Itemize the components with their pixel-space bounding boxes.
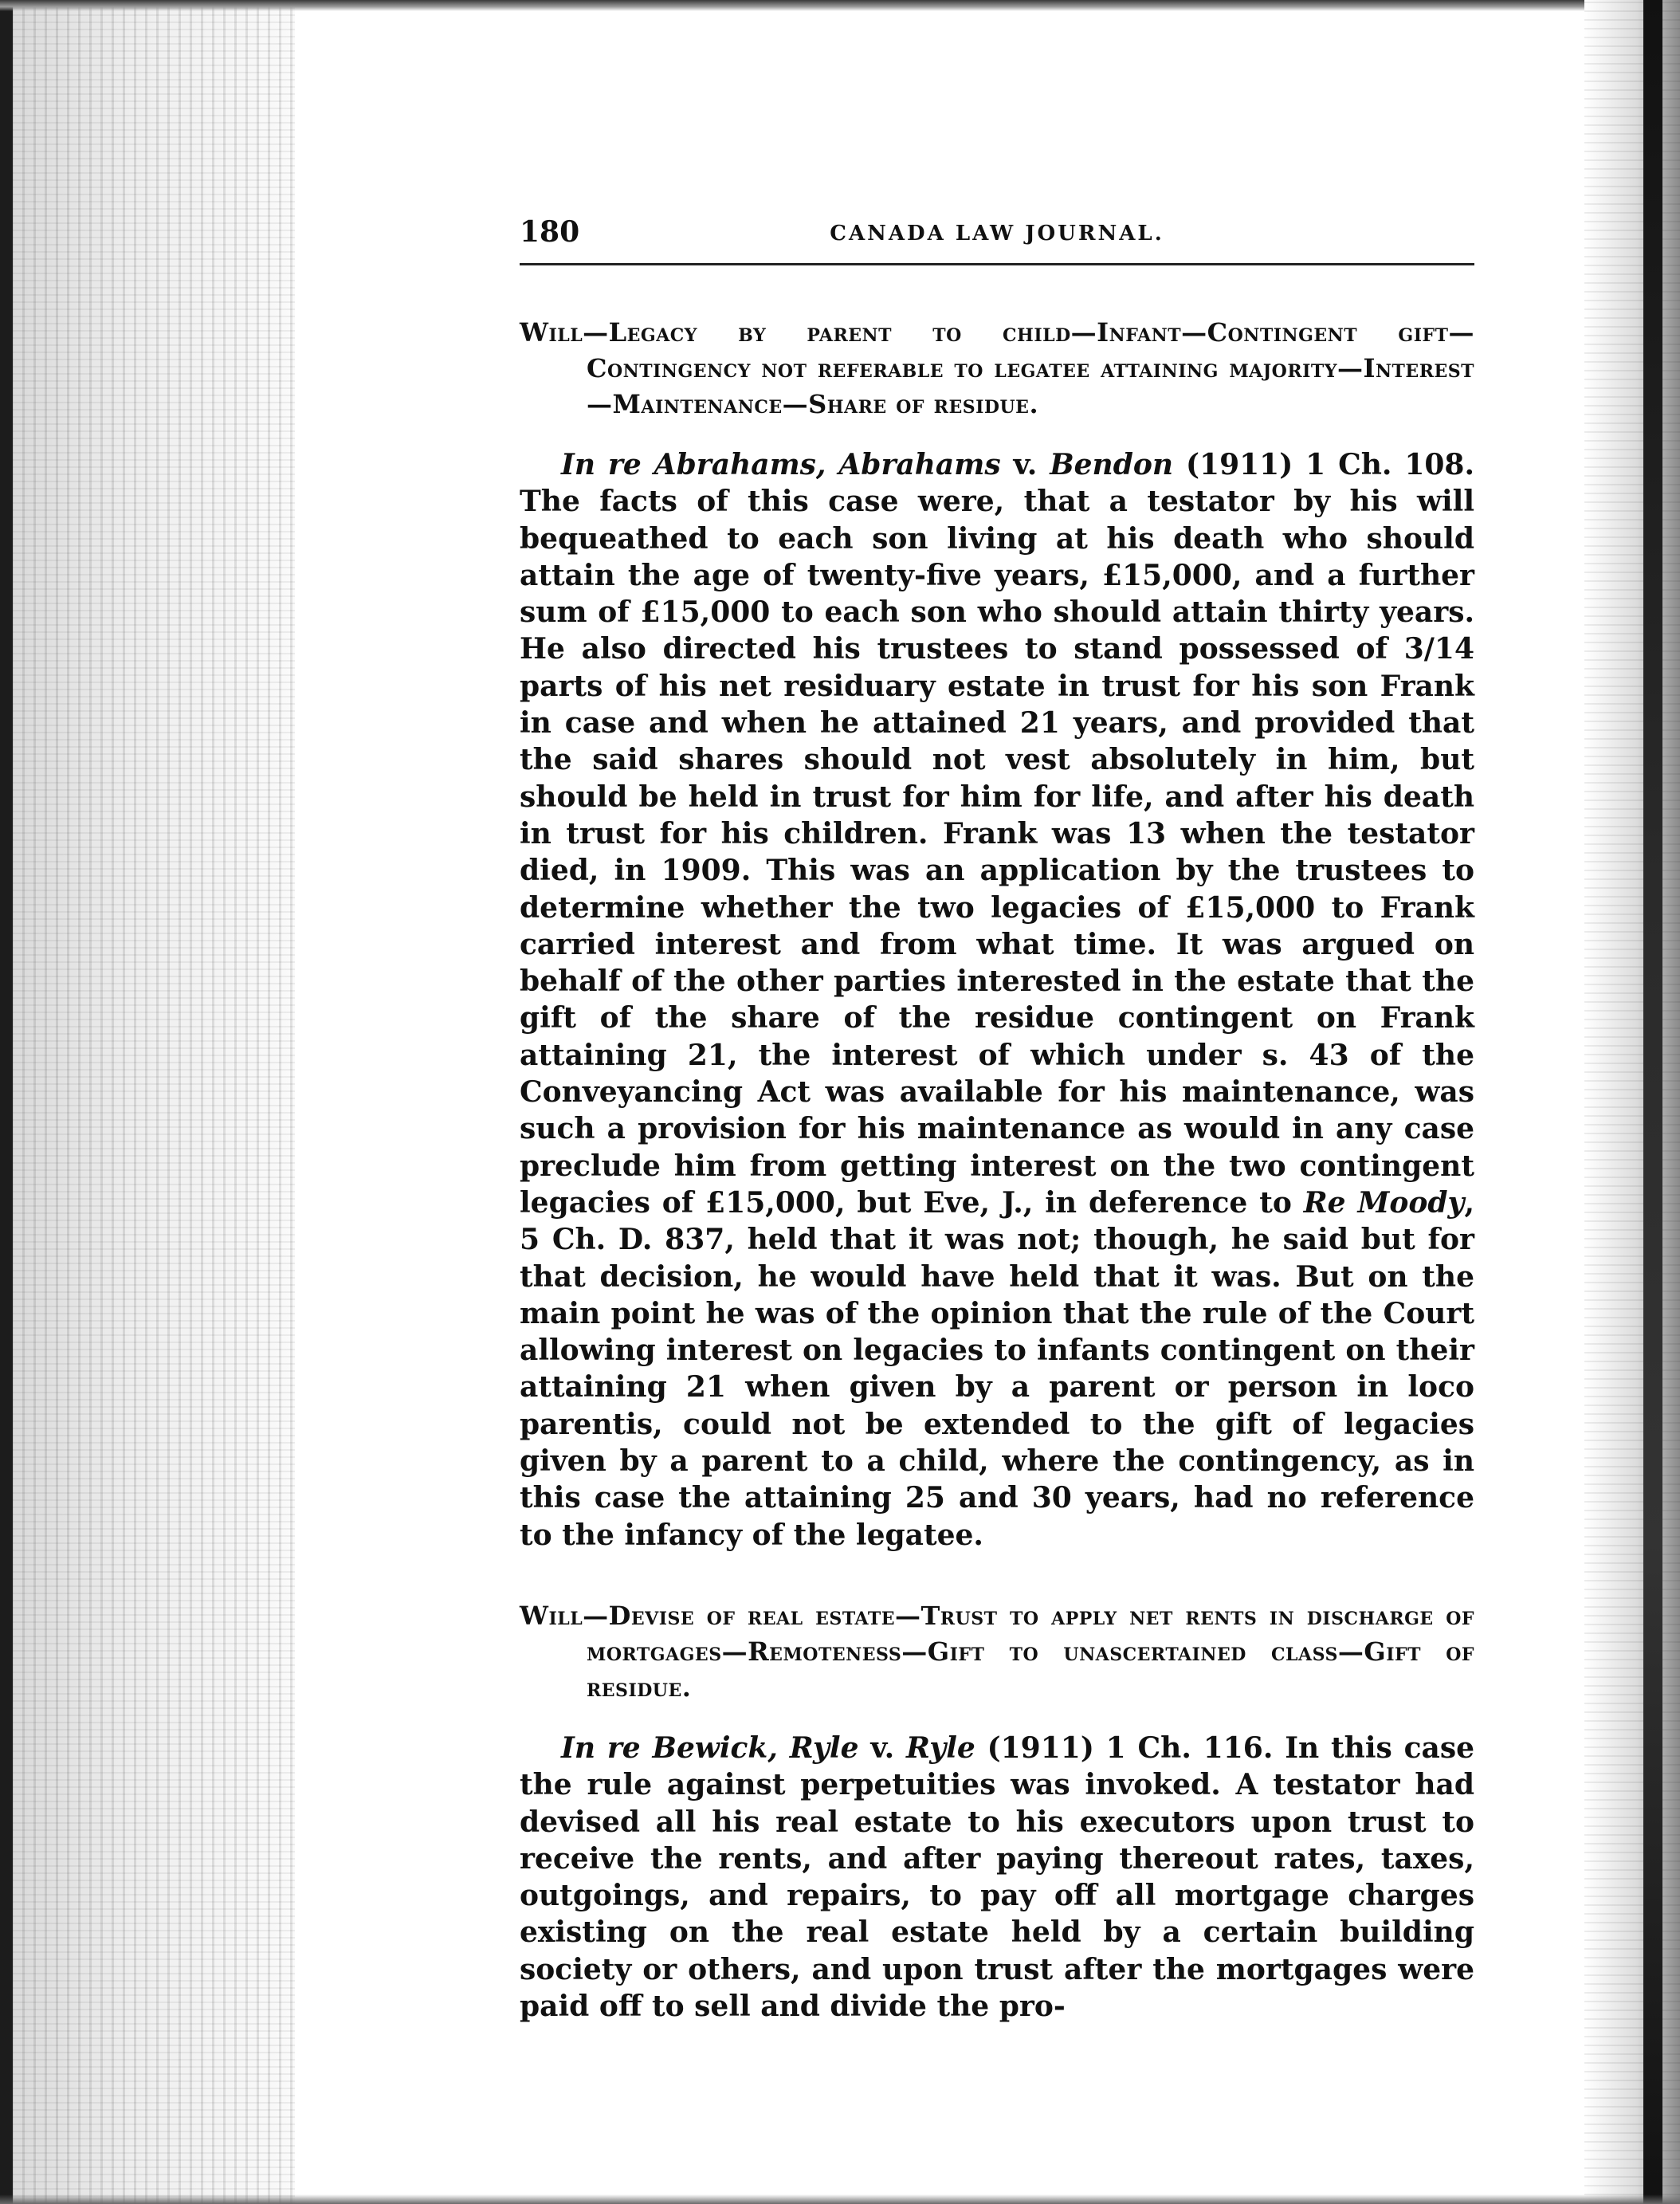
- versus: v.: [858, 1731, 906, 1765]
- citation-prefix: In re: [561, 1731, 653, 1765]
- scan-right-edge: [1584, 0, 1680, 2204]
- citation: (1911) 1 Ch. 108.: [1173, 448, 1474, 481]
- case-body: In this case the rule against perpetuities was invoked. A testator had devised all his real estate to his executors upon trust to receive the rents, and after paying thereout rates, taxes, outgoings, and repairs, to pay off all mortgage charges existing on the real estate held by a certain building society or others, and upon trust after the mortgages were paid off to sell and divide the pro-: [520, 1731, 1475, 2023]
- scan-bottom-edge: [0, 2194, 1680, 2204]
- versus: v.: [1000, 448, 1050, 481]
- scan-right-shadow: [1643, 0, 1662, 2204]
- case-summary-1: [520, 446, 1474, 1554]
- scan-binding-edge: [0, 0, 13, 2204]
- headnote-1: Will—Legacy by parent to child—Infant—Contingent gift—Contingency not referable to legatee attaining majority—Interest—Maintenance—Share of residue.: [520, 317, 1474, 419]
- section-gap: [520, 1554, 1474, 1598]
- cited-case: Re Moody: [1303, 1185, 1465, 1220]
- page-number: 180: [520, 215, 580, 249]
- citation: (1911) 1 Ch. 116.: [975, 1731, 1274, 1765]
- journal-page: [520, 215, 1474, 2025]
- case-name: Bewick, Ryle: [652, 1731, 859, 1765]
- scan-top-edge: [0, 0, 1680, 11]
- case-summary-2: [520, 1730, 1474, 2025]
- running-head: [520, 215, 1474, 265]
- case-name-respondent: Bendon: [1050, 448, 1174, 481]
- journal-title: CANADA LAW JOURNAL.: [830, 222, 1164, 246]
- case-name-respondent: Ryle: [905, 1731, 975, 1765]
- case-body: The facts of this case were, that a testator by his will bequeathed to each son living at his death who should attain the age of twenty-five years, £15,000, and a further sum of £15,000 to each son who should attain thirty years. He also directed his trustees to stand possessed of 3/14 parts of his net residuary estate in trust for his son Frank in case and when he attained 21 years, and provided that the said shares should not vest absolutely in him, but should be held in trust for him for life, and after his death in trust for his children. Frank was 13 when the testator died, in 1909. This was an application by the trustees to determine whether the two legacies of £15,000 to Frank carried interest and from what time. It was argued on behalf of the other parties interested in the estate that the gift of the share of the residue contingent on Frank attaining 21, the interest of which under s. 43 of the Conveyancing Act was available for his maintenance, was such a provision for his maintenance as would in any case preclude him from getting interest on the two contingent legacies of £15,000, but Eve, J., in deference to: [520, 485, 1474, 1220]
- headnote-2: Will—Devise of real estate—Trust to apply net rents in discharge of mortgages—Remoteness—Gift to unascertained class—Gift of residue.: [520, 1600, 1474, 1703]
- citation-prefix: In re: [561, 448, 654, 481]
- case-name: Abrahams, Abrahams: [654, 448, 1001, 481]
- scan-gutter-left: [0, 0, 295, 2204]
- case-body-continued: , 5 Ch. D. 837, held that it was not; though, he said but for that decision, he would have held that it was. But on the main point he was of the opinion that the rule of the Court allowing interest on legacies to infants contingent on their attaining 21 when given by a parent or person in loco parentis, could not be extended to the gift of legacies given by a parent to a child, where the contingency, as in this case the attaining 25 and 30 years, had no reference to the infancy of the legatee.: [520, 1185, 1474, 1552]
